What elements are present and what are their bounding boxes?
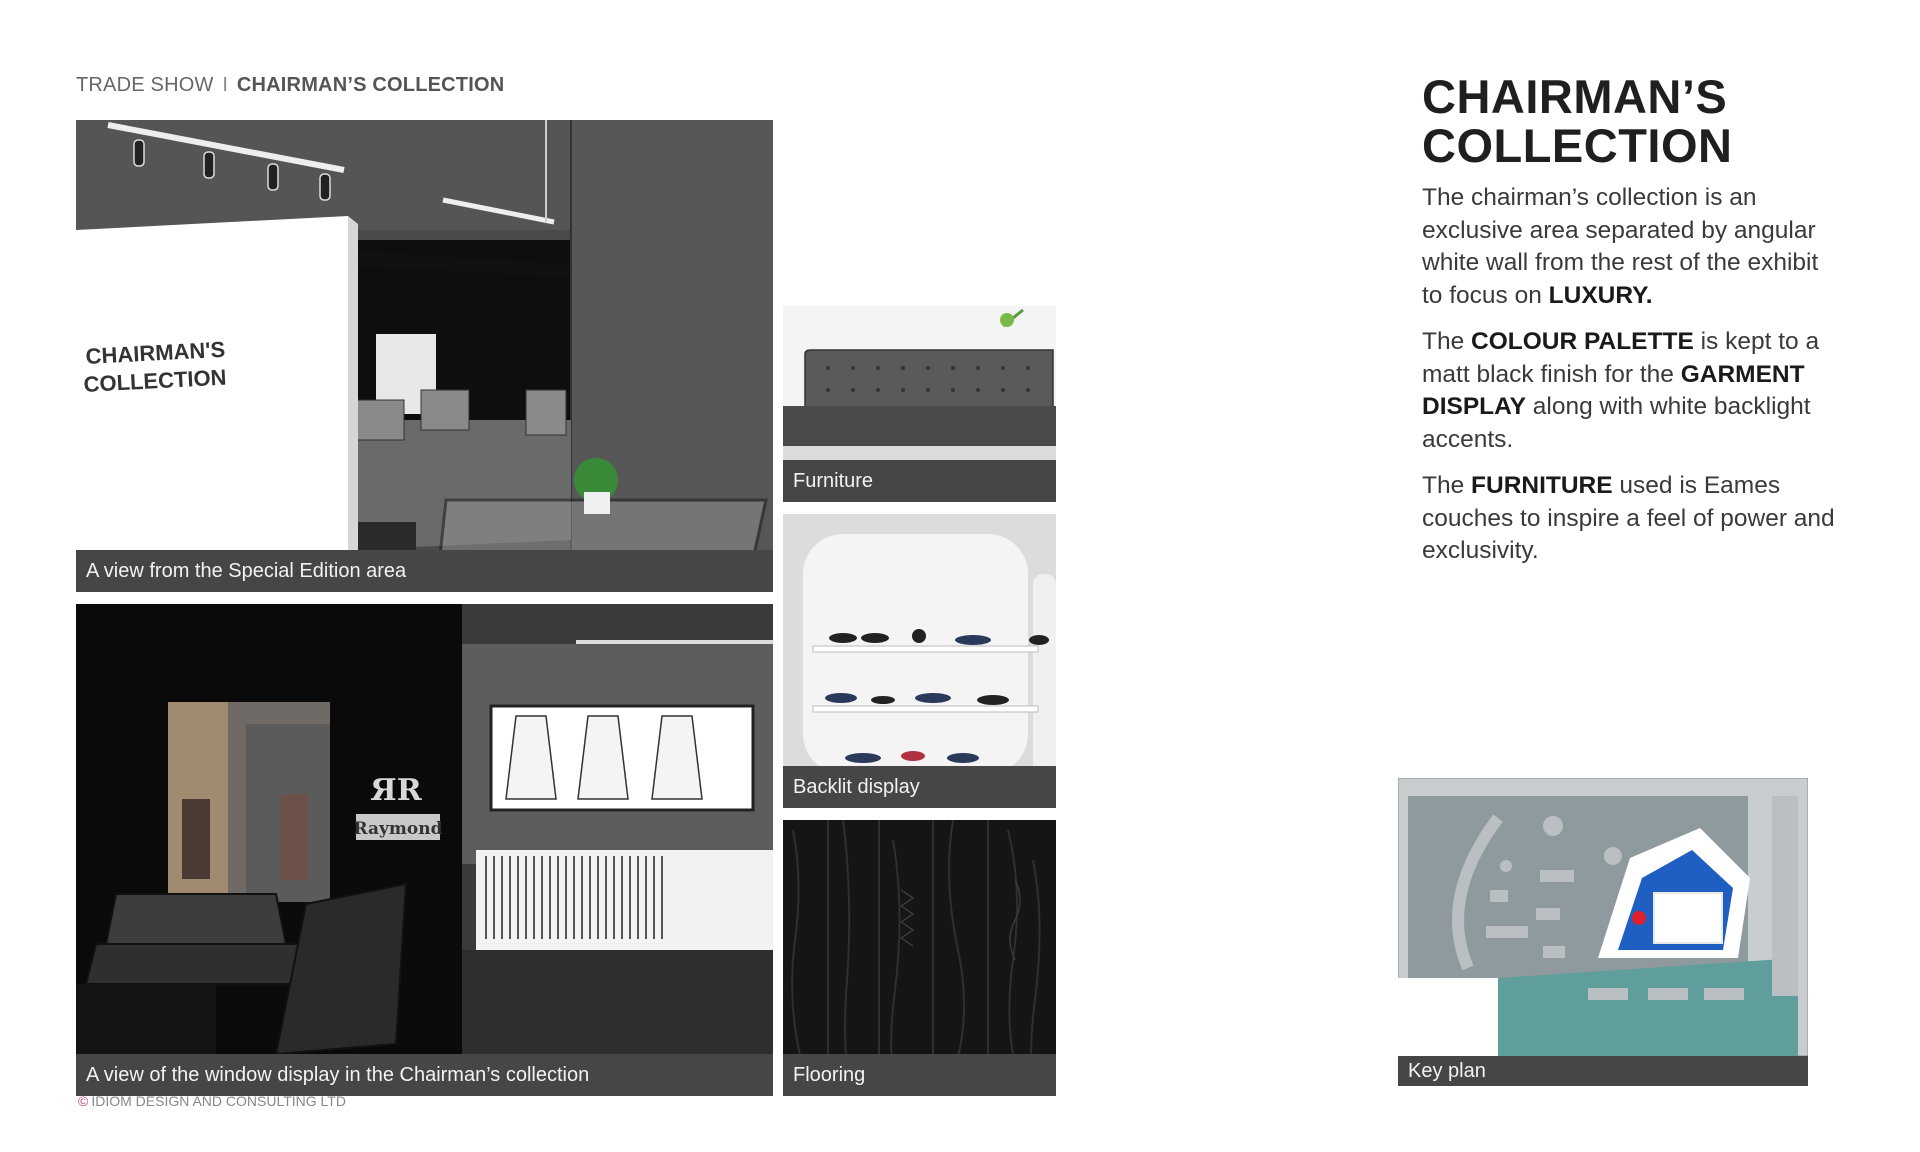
title-line-1: CHAIRMAN’S (1422, 70, 1728, 123)
special-edition-render (76, 120, 773, 592)
breadcrumb (76, 74, 504, 97)
flooring-panel (783, 820, 1056, 1096)
window-display-render (76, 604, 773, 1096)
description (1422, 182, 1842, 582)
furniture-caption: Furniture (783, 460, 1056, 502)
paragraph-1-emphasis: LUXURY. (1548, 281, 1653, 309)
paragraph-3-text-a: The (1422, 472, 1472, 499)
special-edition-caption: A view from the Special Edition area (76, 550, 773, 592)
paragraph-luxury (1422, 182, 1842, 312)
paragraph-furniture (1422, 470, 1842, 568)
title-line-2: COLLECTION (1422, 119, 1733, 172)
key-plan (1398, 778, 1808, 1088)
key-plan-caption: Key plan (1398, 1056, 1808, 1086)
brand-name: Raymond (353, 819, 443, 839)
breadcrumb-category: TRADE SHOW (76, 74, 214, 96)
breadcrumb-separator: I (222, 74, 229, 96)
furniture-panel (783, 306, 1056, 502)
key-plan-image (1398, 778, 1808, 1088)
copyright-icon: © (78, 1093, 89, 1109)
wall-sign-line1: CHAIRMAN'S (84, 336, 226, 369)
flooring-caption: Flooring (783, 1054, 1056, 1096)
paragraph-2-text-c: along with white backlight accents. (1422, 393, 1811, 453)
special-edition-view-panel (76, 120, 773, 592)
backlit-display-caption: Backlit display (783, 766, 1056, 808)
paragraph-colour-palette (1422, 326, 1842, 456)
copyright-text: IDIOM DESIGN AND CONSULTING LTD (91, 1093, 346, 1109)
page-title (1422, 72, 1852, 170)
copyright-footer (78, 1093, 346, 1109)
window-display-caption: A view of the window display in the Chairman’s collection (76, 1054, 773, 1096)
paragraph-3-text-b: used is Eames couches to inspire a feel of power and exclusivity. (1422, 472, 1835, 564)
wall-sign-line2: COLLECTION (82, 364, 228, 397)
paragraph-3-emphasis: FURNITURE (1471, 472, 1613, 499)
window-display-view-panel (76, 604, 773, 1096)
paragraph-2-text-b: is kept to a matt black finish for the (1422, 328, 1820, 388)
backlit-display-panel (783, 514, 1056, 808)
brand-mark: ЯR (370, 773, 422, 808)
paragraph-2-emphasis-2: GARMENT DISPLAY (1422, 360, 1805, 420)
breadcrumb-section: CHAIRMAN’S COLLECTION (236, 74, 505, 96)
paragraph-1-text: The chairman’s collection is an exclusive area separated by angular white wall from the rest of the exhibit to focus on (1422, 184, 1819, 309)
paragraph-2-text-a: The (1422, 328, 1472, 355)
backlit-display-image (783, 514, 1056, 808)
paragraph-2-emphasis-1: COLOUR PALETTE (1471, 328, 1694, 355)
